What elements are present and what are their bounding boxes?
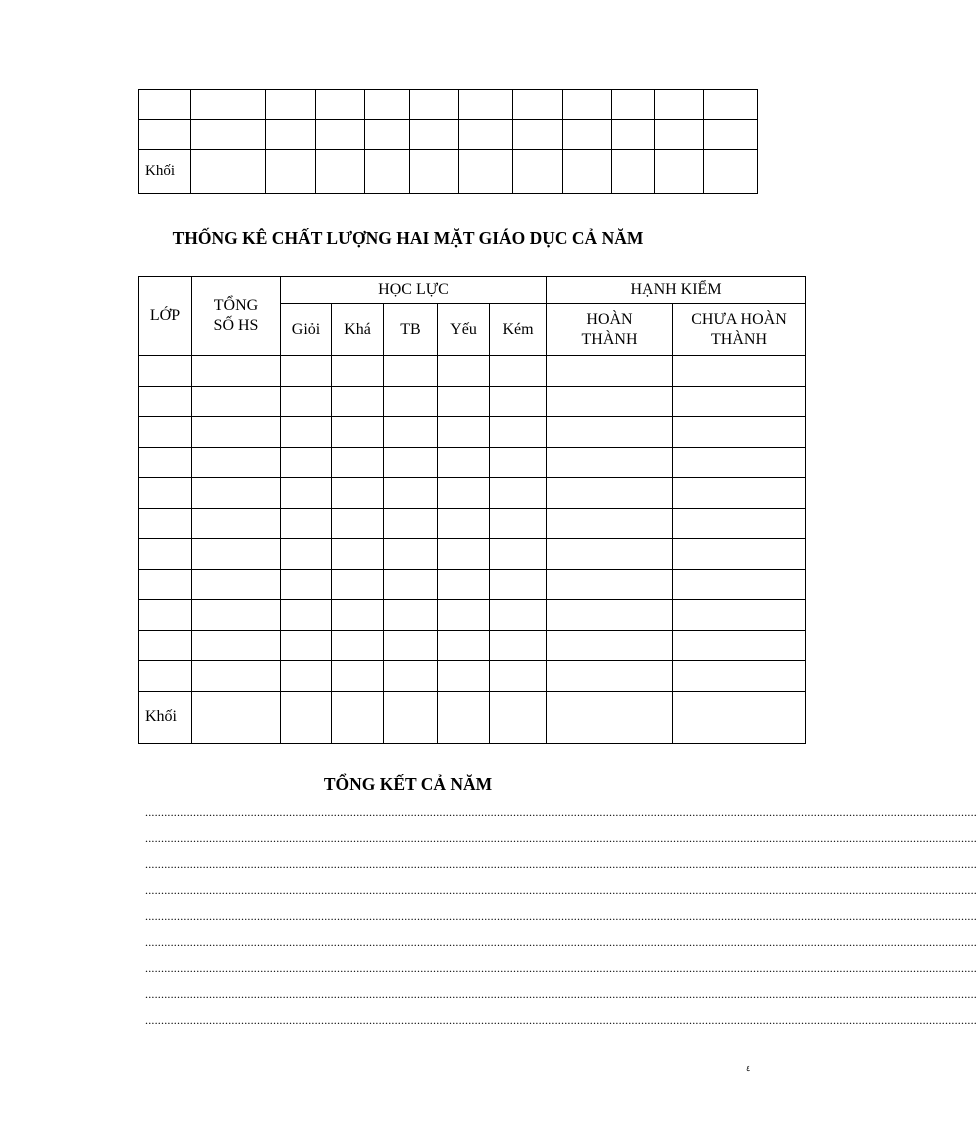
table-cell[interactable] bbox=[673, 508, 806, 539]
table-cell[interactable] bbox=[192, 539, 281, 570]
table-cell[interactable] bbox=[490, 630, 547, 661]
table-row bbox=[139, 630, 806, 661]
table-cell[interactable] bbox=[547, 447, 673, 478]
table-cell[interactable] bbox=[139, 508, 192, 539]
khoi-label: Khối bbox=[139, 691, 192, 743]
table-cell[interactable] bbox=[332, 447, 384, 478]
table-cell[interactable] bbox=[490, 478, 547, 509]
khoi-row bbox=[139, 691, 806, 743]
header-yeu: Yếu bbox=[438, 304, 490, 356]
section-title-statistics: THỐNG KÊ CHẤT LƯỢNG HAI MẶT GIÁO DỤC CẢ NĂM bbox=[172, 228, 644, 248]
table-cell[interactable] bbox=[384, 508, 438, 539]
dotted-line[interactable]: .................................................................................................................................................................................................................................................................... bbox=[145, 883, 977, 897]
table-cell[interactable] bbox=[139, 478, 192, 509]
table-cell[interactable] bbox=[332, 600, 384, 631]
table-cell[interactable] bbox=[673, 691, 806, 743]
table-cell[interactable] bbox=[547, 569, 673, 600]
table-cell[interactable] bbox=[384, 356, 438, 387]
table-cell[interactable] bbox=[139, 661, 192, 692]
table-cell[interactable] bbox=[332, 630, 384, 661]
table-cell[interactable] bbox=[547, 356, 673, 387]
table-cell[interactable] bbox=[490, 356, 547, 387]
table-cell[interactable] bbox=[332, 569, 384, 600]
table-cell[interactable] bbox=[490, 661, 547, 692]
table-cell[interactable] bbox=[547, 508, 673, 539]
table-cell[interactable] bbox=[139, 569, 192, 600]
table-cell[interactable] bbox=[438, 630, 490, 661]
table-cell[interactable] bbox=[490, 447, 547, 478]
dotted-line[interactable]: .................................................................................................................................................................................................................................................................... bbox=[145, 857, 977, 871]
table-row bbox=[139, 478, 806, 509]
table-cell[interactable] bbox=[673, 447, 806, 478]
table-cell[interactable] bbox=[281, 386, 332, 417]
table-cell[interactable] bbox=[139, 600, 192, 631]
page-mark: ٤ bbox=[746, 1064, 751, 1073]
table-cell[interactable] bbox=[438, 386, 490, 417]
table-cell[interactable] bbox=[384, 569, 438, 600]
table-cell[interactable] bbox=[547, 539, 673, 570]
header-hanh-kiem: HẠNH KIỂM bbox=[547, 277, 806, 304]
table-cell[interactable] bbox=[673, 478, 806, 509]
table-cell[interactable] bbox=[139, 630, 192, 661]
table-cell[interactable] bbox=[490, 508, 547, 539]
table-cell[interactable] bbox=[384, 661, 438, 692]
table-cell[interactable] bbox=[673, 386, 806, 417]
table-cell[interactable] bbox=[438, 691, 490, 743]
dotted-line[interactable]: .................................................................................................................................................................................................................................................................... bbox=[145, 909, 977, 923]
table-cell[interactable] bbox=[673, 417, 806, 448]
table-cell[interactable] bbox=[332, 417, 384, 448]
table-row bbox=[139, 600, 806, 631]
header-kem: Kém bbox=[490, 304, 547, 356]
dotted-line[interactable]: .................................................................................................................................................................................................................................................................... bbox=[145, 935, 977, 949]
table-cell[interactable] bbox=[281, 356, 332, 387]
table-cell[interactable] bbox=[192, 630, 281, 661]
table-cell[interactable] bbox=[139, 356, 192, 387]
table-cell[interactable] bbox=[547, 661, 673, 692]
table-cell[interactable] bbox=[332, 539, 384, 570]
table-cell[interactable] bbox=[438, 356, 490, 387]
table-cell[interactable] bbox=[673, 661, 806, 692]
header-tb: TB bbox=[384, 304, 438, 356]
table-cell[interactable] bbox=[281, 569, 332, 600]
table-cell[interactable] bbox=[281, 691, 332, 743]
table-cell[interactable] bbox=[281, 508, 332, 539]
header-lop: LỚP bbox=[139, 277, 192, 356]
table-cell[interactable] bbox=[673, 539, 806, 570]
table-cell[interactable] bbox=[438, 539, 490, 570]
table-cell[interactable] bbox=[438, 417, 490, 448]
dotted-line[interactable]: .................................................................................................................................................................................................................................................................... bbox=[145, 987, 977, 1001]
table-cell[interactable] bbox=[384, 478, 438, 509]
table-cell[interactable] bbox=[192, 417, 281, 448]
dotted-line[interactable]: .................................................................................................................................................................................................................................................................... bbox=[145, 1013, 977, 1027]
header-chua-hoan-thanh: CHƯA HOÀN THÀNH bbox=[673, 304, 806, 356]
table-cell[interactable] bbox=[281, 417, 332, 448]
table-cell[interactable] bbox=[673, 600, 806, 631]
table-cell[interactable] bbox=[490, 691, 547, 743]
table-cell[interactable] bbox=[490, 569, 547, 600]
header-kha: Khá bbox=[332, 304, 384, 356]
table-cell[interactable] bbox=[384, 417, 438, 448]
table-cell[interactable] bbox=[490, 417, 547, 448]
table-cell[interactable] bbox=[490, 539, 547, 570]
table-cell[interactable] bbox=[332, 691, 384, 743]
khoi-row bbox=[139, 150, 758, 194]
table-row bbox=[139, 90, 758, 120]
table-cell[interactable] bbox=[673, 569, 806, 600]
table-row bbox=[139, 569, 806, 600]
table-cell[interactable] bbox=[547, 600, 673, 631]
table-cell[interactable] bbox=[281, 447, 332, 478]
table-cell[interactable] bbox=[281, 630, 332, 661]
table-cell[interactable] bbox=[332, 386, 384, 417]
table-cell[interactable] bbox=[438, 508, 490, 539]
header-hoc-luc: HỌC LỰC bbox=[281, 277, 547, 304]
header-tong-so-hs: TỔNG SỐ HS bbox=[192, 277, 281, 356]
table-cell[interactable] bbox=[384, 630, 438, 661]
dotted-line[interactable]: .................................................................................................................................................................................................................................................................... bbox=[145, 805, 977, 819]
table-cell[interactable] bbox=[547, 691, 673, 743]
table-cell[interactable] bbox=[384, 539, 438, 570]
dotted-line[interactable]: .................................................................................................................................................................................................................................................................... bbox=[145, 961, 977, 975]
table-cell[interactable] bbox=[139, 417, 192, 448]
table-row bbox=[139, 417, 806, 448]
table-row bbox=[139, 447, 806, 478]
table-cell[interactable] bbox=[192, 478, 281, 509]
table-cell[interactable] bbox=[547, 478, 673, 509]
table-cell[interactable] bbox=[192, 661, 281, 692]
table-row bbox=[139, 356, 806, 387]
table-cell[interactable] bbox=[192, 691, 281, 743]
table-cell[interactable] bbox=[139, 539, 192, 570]
table-cell[interactable] bbox=[673, 356, 806, 387]
table-row bbox=[139, 661, 806, 692]
table-cell[interactable] bbox=[139, 386, 192, 417]
table-cell[interactable] bbox=[384, 600, 438, 631]
table-cell[interactable] bbox=[192, 600, 281, 631]
section-title-summary: TỔNG KẾT CẢ NĂM bbox=[323, 774, 493, 794]
table-cell[interactable] bbox=[673, 630, 806, 661]
header-gioi: Giỏi bbox=[281, 304, 332, 356]
top-summary-table bbox=[138, 89, 758, 194]
table-body bbox=[139, 356, 806, 744]
table-cell[interactable] bbox=[281, 539, 332, 570]
table-cell[interactable] bbox=[490, 386, 547, 417]
table-cell[interactable] bbox=[281, 600, 332, 631]
table-cell[interactable] bbox=[192, 447, 281, 478]
table-row bbox=[139, 508, 806, 539]
table-row bbox=[139, 539, 806, 570]
khoi-label: Khối bbox=[139, 150, 191, 194]
table-cell[interactable] bbox=[438, 447, 490, 478]
table-cell[interactable] bbox=[384, 691, 438, 743]
table-cell[interactable] bbox=[384, 447, 438, 478]
table-cell[interactable] bbox=[139, 447, 192, 478]
table-cell[interactable] bbox=[438, 661, 490, 692]
table-cell[interactable] bbox=[332, 661, 384, 692]
table-cell[interactable] bbox=[192, 569, 281, 600]
table-cell[interactable] bbox=[438, 478, 490, 509]
table-cell[interactable] bbox=[192, 356, 281, 387]
table-cell[interactable] bbox=[192, 386, 281, 417]
table-cell[interactable] bbox=[438, 569, 490, 600]
table-cell[interactable] bbox=[490, 600, 547, 631]
table-cell[interactable] bbox=[281, 478, 332, 509]
table-row bbox=[139, 120, 758, 150]
table-cell[interactable] bbox=[281, 661, 332, 692]
header-hoan-thanh: HOÀN THÀNH bbox=[547, 304, 673, 356]
table-cell[interactable] bbox=[438, 600, 490, 631]
table-row bbox=[139, 386, 806, 417]
table-cell[interactable] bbox=[384, 386, 438, 417]
table-cell[interactable] bbox=[547, 386, 673, 417]
table-cell[interactable] bbox=[332, 356, 384, 387]
table-cell[interactable] bbox=[332, 478, 384, 509]
dotted-line[interactable]: .................................................................................................................................................................................................................................................................... bbox=[145, 831, 977, 845]
table-cell[interactable] bbox=[547, 630, 673, 661]
table-cell[interactable] bbox=[192, 508, 281, 539]
header-row-1 bbox=[139, 277, 806, 304]
statistics-table bbox=[138, 276, 806, 744]
table-cell[interactable] bbox=[547, 417, 673, 448]
table-cell[interactable] bbox=[332, 508, 384, 539]
